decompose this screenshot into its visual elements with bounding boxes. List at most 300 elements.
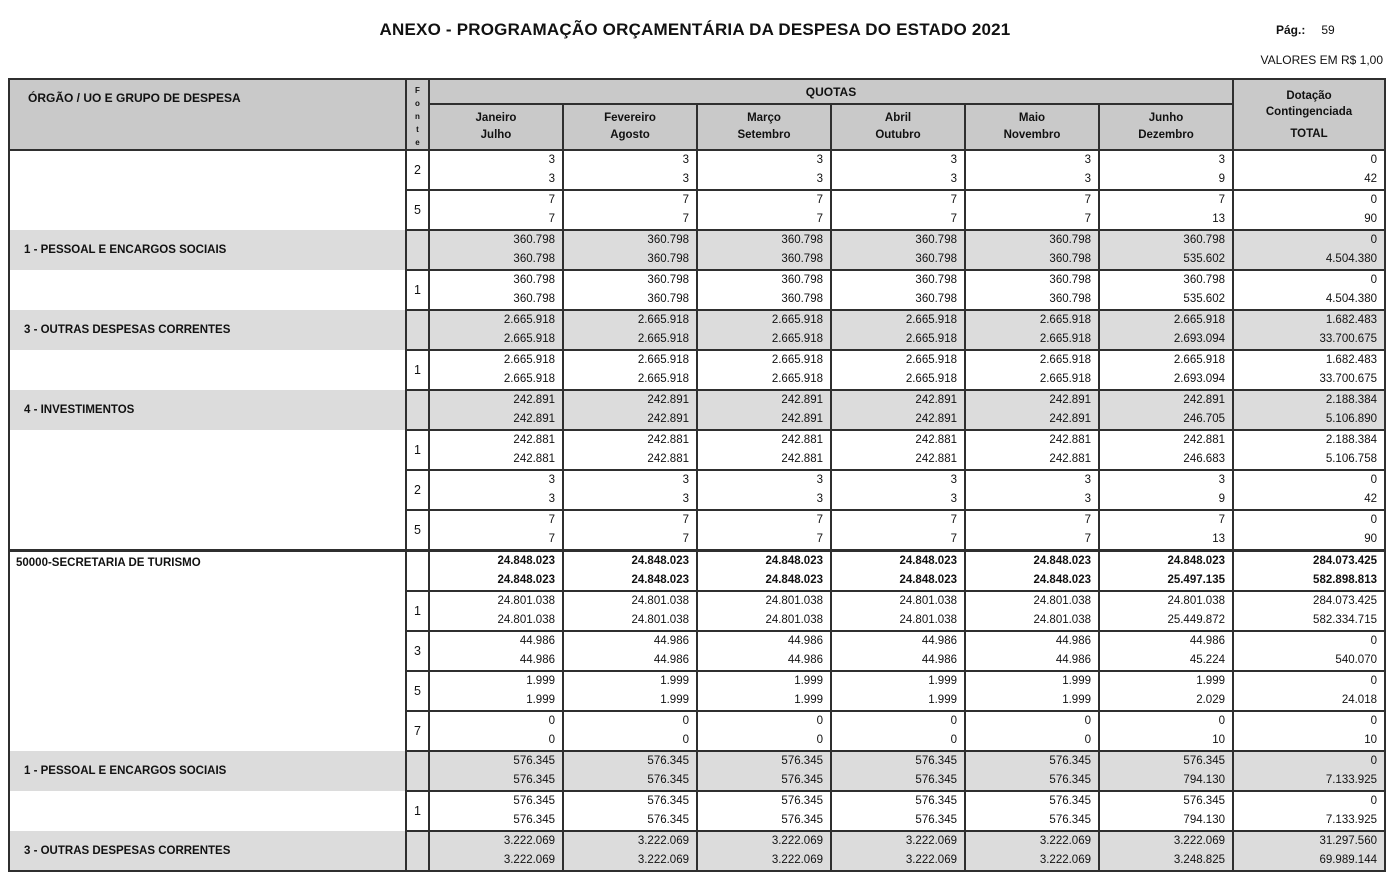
quota-value-cell [563,430,697,470]
quota-value-cell [831,230,965,270]
quota-value-cell [429,751,563,791]
value-upper: 44.986 [1055,635,1091,647]
value-upper: 0 [1370,795,1377,807]
value-lower: 535.602 [1183,253,1225,265]
table-row [9,510,1385,551]
value-lower: 7 [816,213,823,225]
fonte-header-letter: o [415,99,420,108]
value-upper: 284.073.425 [1313,595,1377,607]
quota-value-cell [1099,350,1233,390]
value-lower: 69.989.144 [1319,854,1377,866]
month-column-header [1099,104,1233,150]
value-upper: 3 [816,474,823,486]
quota-value-cell [1099,791,1233,831]
value-upper: 3.222.069 [503,835,555,847]
value-upper: 242.881 [1183,434,1225,446]
value-upper: 576.345 [647,795,689,807]
quota-value-cell [697,831,831,871]
row-label-cell [9,831,406,871]
value-upper: 24.848.023 [1033,555,1091,567]
value-lower: 24.848.023 [765,574,823,586]
value-lower: 7 [816,533,823,545]
quota-value-cell [831,510,965,551]
table-row [9,791,1385,831]
quota-value-cell [429,390,563,430]
value-upper: 7 [950,514,957,526]
value-upper: 24.848.023 [1167,555,1225,567]
value-upper: 3 [950,474,957,486]
value-lower: 2.665.918 [1039,373,1091,385]
month-header-lower: Outubro [875,129,921,142]
table-row [9,430,1385,470]
value-lower: 44.986 [921,654,957,666]
quota-value-cell [697,671,831,711]
value-lower: 33.700.675 [1319,373,1377,385]
table-row [9,150,1385,190]
value-upper: 576.345 [513,755,555,767]
value-lower: 794.130 [1183,814,1225,826]
table-row [9,230,1385,270]
value-lower: 582.334.715 [1313,614,1377,626]
fonte-column-header [406,79,429,150]
value-upper: 7 [950,194,957,206]
value-lower: 24.848.023 [899,574,957,586]
fonte-cell [406,390,429,430]
value-lower: 576.345 [647,774,689,786]
value-upper: 360.798 [647,274,689,286]
total-value-cell [1233,671,1385,711]
quota-value-cell [563,270,697,310]
value-lower: 24.848.023 [631,574,689,586]
quota-value-cell [1099,751,1233,791]
month-header-lower: Novembro [1003,129,1061,142]
table-row [9,551,1385,592]
value-lower: 2.665.918 [637,333,689,345]
quota-value-cell [563,230,697,270]
value-upper: 24.848.023 [497,555,555,567]
table-row [9,470,1385,510]
row-label-cell [9,711,406,751]
row-label-cell [9,310,406,350]
value-upper: 2.665.918 [1173,314,1225,326]
value-lower: 576.345 [647,814,689,826]
quota-value-cell [1099,711,1233,751]
quota-value-cell [697,551,831,592]
value-upper: 3 [548,474,555,486]
value-upper: 0 [950,715,957,727]
fonte-cell [406,751,429,791]
fonte-cell [406,310,429,350]
value-lower: 3.222.069 [905,854,957,866]
month-header-upper: Abril [884,112,912,125]
value-upper: 242.881 [513,434,555,446]
quota-value-cell [965,711,1099,751]
value-upper: 24.801.038 [1167,595,1225,607]
value-upper: 360.798 [915,274,957,286]
row-label-cell [9,230,406,270]
value-upper: 24.848.023 [631,555,689,567]
value-lower: 3 [548,493,555,505]
value-upper: 3.222.069 [637,835,689,847]
quota-value-cell [697,190,831,230]
value-upper: 31.297.560 [1319,835,1377,847]
value-lower: 576.345 [781,814,823,826]
value-lower: 360.798 [781,253,823,265]
value-lower: 576.345 [915,814,957,826]
value-lower: 535.602 [1183,293,1225,305]
row-label-cell [9,150,406,190]
value-upper: 0 [1370,675,1377,687]
quota-value-cell [1099,230,1233,270]
quota-value-cell [831,470,965,510]
quota-value-cell [1099,390,1233,430]
value-upper: 2.665.918 [771,354,823,366]
total-value-cell [1233,791,1385,831]
value-upper: 3 [1218,474,1225,486]
value-lower: 7 [682,213,689,225]
value-lower: 1.999 [928,694,957,706]
quota-value-cell [697,390,831,430]
row-label-cell [9,190,406,230]
fonte-cell: 1 [406,591,429,631]
total-value-cell [1233,230,1385,270]
row-label-cell [9,430,406,470]
value-lower: 0 [816,734,823,746]
quota-value-cell [965,390,1099,430]
value-upper: 44.986 [921,635,957,647]
quota-value-cell [429,551,563,592]
value-upper: 242.881 [915,434,957,446]
value-lower: 242.881 [915,453,957,465]
value-lower: 7 [950,533,957,545]
quota-value-cell [965,831,1099,871]
value-lower: 13 [1212,213,1225,225]
value-upper: 44.986 [787,635,823,647]
quota-value-cell [831,190,965,230]
total-value-cell [1233,190,1385,230]
quota-value-cell [697,350,831,390]
value-lower: 360.798 [647,253,689,265]
value-upper: 576.345 [513,795,555,807]
value-upper: 2.188.384 [1325,394,1377,406]
fonte-cell: 2 [406,470,429,510]
value-lower: 2.665.918 [503,373,555,385]
value-upper: 7 [548,194,555,206]
value-upper: 3.222.069 [905,835,957,847]
value-upper: 576.345 [781,755,823,767]
value-lower: 7 [548,533,555,545]
value-lower: 2.665.918 [905,333,957,345]
value-lower: 3.222.069 [1039,854,1091,866]
value-upper: 576.345 [781,795,823,807]
value-upper: 3.222.069 [1173,835,1225,847]
quota-value-cell [965,470,1099,510]
value-lower: 7 [548,213,555,225]
value-lower: 3 [548,173,555,185]
value-upper: 7 [816,194,823,206]
month-header-upper: Maio [1018,112,1046,125]
value-lower: 360.798 [513,253,555,265]
value-upper: 7 [1084,514,1091,526]
fonte-cell [406,831,429,871]
value-upper: 3 [1084,474,1091,486]
value-lower: 24.018 [1341,694,1377,706]
currency-note: VALORES EM R$ 1,00 [1260,53,1383,67]
quota-value-cell [697,310,831,350]
value-lower: 576.345 [513,774,555,786]
value-lower: 33.700.675 [1319,333,1377,345]
value-lower: 10 [1212,734,1225,746]
total-header-line1: Dotação [1286,89,1332,102]
value-lower: 576.345 [1049,774,1091,786]
value-lower: 3 [682,173,689,185]
value-upper: 360.798 [1049,274,1091,286]
value-lower: 24.848.023 [497,574,555,586]
expense-group-label: 1 - PESSOAL E ENCARGOS SOCIAIS [24,765,227,777]
quota-value-cell [429,190,563,230]
value-lower: 3.248.825 [1173,854,1225,866]
quota-value-cell [563,591,697,631]
value-lower: 2.665.918 [905,373,957,385]
fonte-cell: 2 [406,150,429,190]
quota-value-cell [1099,470,1233,510]
value-upper: 7 [1218,194,1225,206]
quota-value-cell [697,430,831,470]
total-value-cell [1233,470,1385,510]
value-lower: 90 [1364,213,1377,225]
value-upper: 2.665.918 [1039,314,1091,326]
value-lower: 44.986 [653,654,689,666]
value-upper: 1.999 [526,675,555,687]
quota-value-cell [831,831,965,871]
quota-value-cell [697,751,831,791]
table-row [9,350,1385,390]
value-lower: 1.999 [1062,694,1091,706]
month-column-header [563,104,697,150]
value-lower: 360.798 [781,293,823,305]
quota-value-cell [697,470,831,510]
quota-value-cell [1099,310,1233,350]
value-upper: 360.798 [513,274,555,286]
quota-value-cell [831,591,965,631]
value-upper: 3 [682,154,689,166]
value-upper: 7 [1084,194,1091,206]
value-lower: 242.891 [647,413,689,425]
value-lower: 24.801.038 [1033,614,1091,626]
value-upper: 242.891 [1183,394,1225,406]
value-upper: 0 [1370,274,1377,286]
value-lower: 1.999 [660,694,689,706]
quota-value-cell [831,350,965,390]
quota-value-cell [831,390,965,430]
value-upper: 3.222.069 [1039,835,1091,847]
quota-value-cell [697,150,831,190]
value-upper: 3 [1218,154,1225,166]
value-lower: 2.029 [1196,694,1225,706]
quota-value-cell [429,230,563,270]
value-upper: 1.999 [794,675,823,687]
quota-value-cell [697,631,831,671]
value-upper: 360.798 [915,234,957,246]
quota-value-cell [563,751,697,791]
total-value-cell [1233,270,1385,310]
value-lower: 242.881 [647,453,689,465]
month-header-upper: Junho [1148,112,1184,125]
month-column-header [697,104,831,150]
value-upper: 360.798 [781,274,823,286]
value-upper: 2.665.918 [637,314,689,326]
value-lower: 3 [816,173,823,185]
row-label-cell [9,350,406,390]
value-upper: 360.798 [1183,234,1225,246]
value-upper: 360.798 [1049,234,1091,246]
total-value-cell [1233,591,1385,631]
quota-value-cell [697,711,831,751]
value-upper: 242.891 [781,394,823,406]
quota-value-cell [429,430,563,470]
page-title: ANEXO - PROGRAMAÇÃO ORÇAMENTÁRIA DA DESPESA DO ESTADO 2021 [379,20,1011,39]
value-lower: 25.449.872 [1167,614,1225,626]
value-upper: 242.891 [915,394,957,406]
value-lower: 794.130 [1183,774,1225,786]
quota-value-cell [429,831,563,871]
value-lower: 9 [1218,493,1225,505]
value-upper: 44.986 [1189,635,1225,647]
quota-value-cell [965,230,1099,270]
value-upper: 0 [1084,715,1091,727]
total-value-cell [1233,310,1385,350]
quota-value-cell [429,310,563,350]
total-value-cell [1233,751,1385,791]
value-upper: 0 [1218,715,1225,727]
quota-value-cell [429,631,563,671]
value-upper: 2.188.384 [1325,434,1377,446]
page-number-value: 59 [1321,23,1335,37]
total-value-cell [1233,430,1385,470]
value-lower: 582.898.813 [1313,574,1377,586]
row-label-cell [9,791,406,831]
quota-value-cell [831,751,965,791]
value-lower: 2.665.918 [771,333,823,345]
quota-value-cell [563,470,697,510]
quota-value-cell [1099,551,1233,592]
quota-value-cell [1099,510,1233,551]
total-value-cell [1233,150,1385,190]
value-lower: 5.106.890 [1325,413,1377,425]
quota-value-cell [831,551,965,592]
quota-value-cell [965,671,1099,711]
value-upper: 2.665.918 [905,314,957,326]
value-upper: 576.345 [1049,795,1091,807]
value-upper: 7 [1218,514,1225,526]
value-upper: 0 [1370,154,1377,166]
value-lower: 90 [1364,533,1377,545]
quota-value-cell [1099,671,1233,711]
month-header-upper: Março [747,112,781,125]
value-upper: 44.986 [653,635,689,647]
total-value-cell [1233,831,1385,871]
value-lower: 576.345 [781,774,823,786]
fonte-cell: 5 [406,671,429,711]
quota-value-cell [429,791,563,831]
table-row [9,310,1385,350]
value-upper: 2.665.918 [1173,354,1225,366]
value-upper: 576.345 [647,755,689,767]
fonte-cell: 7 [406,711,429,751]
total-value-cell [1233,390,1385,430]
value-upper: 284.073.425 [1313,555,1377,567]
quota-value-cell [965,510,1099,551]
value-lower: 0 [682,734,689,746]
quota-value-cell [965,150,1099,190]
value-lower: 0 [950,734,957,746]
quota-value-cell [965,591,1099,631]
value-upper: 0 [1370,194,1377,206]
value-lower: 3.222.069 [771,854,823,866]
value-lower: 24.801.038 [497,614,555,626]
month-header-lower: Julho [480,129,512,142]
value-upper: 360.798 [781,234,823,246]
quota-value-cell [429,510,563,551]
total-value-cell [1233,631,1385,671]
expense-group-label: 3 - OUTRAS DESPESAS CORRENTES [24,844,231,857]
quota-value-cell [1099,270,1233,310]
value-lower: 42 [1364,493,1377,505]
fonte-cell: 1 [406,270,429,310]
row-label-cell [9,591,406,631]
quota-value-cell [831,310,965,350]
value-upper: 0 [1370,514,1377,526]
table-row [9,711,1385,751]
quota-value-cell [831,150,965,190]
value-lower: 242.881 [1049,453,1091,465]
row-label-cell [9,390,406,430]
table-row [9,270,1385,310]
quota-value-cell [831,270,965,310]
value-lower: 2.665.918 [637,373,689,385]
month-column-header [831,104,965,150]
value-lower: 7.133.925 [1325,774,1377,786]
quota-value-cell [831,631,965,671]
value-lower: 1.999 [794,694,823,706]
fonte-header-letter: n [415,112,420,121]
value-lower: 7 [950,213,957,225]
value-upper: 24.801.038 [497,595,555,607]
total-value-cell [1233,551,1385,592]
quota-value-cell [965,751,1099,791]
value-upper: 576.345 [1183,795,1225,807]
month-column-header [429,104,563,150]
quota-value-cell [1099,150,1233,190]
value-lower: 24.801.038 [631,614,689,626]
quota-value-cell [965,270,1099,310]
fonte-header-letter: t [416,125,419,134]
month-column-header [965,104,1099,150]
quota-value-cell [563,190,697,230]
value-upper: 3.222.069 [771,835,823,847]
quota-value-cell [563,551,697,592]
fonte-cell: 5 [406,510,429,551]
row-label-cell [9,270,406,310]
row-label-cell [9,510,406,551]
value-lower: 25.497.135 [1167,574,1225,586]
quota-value-cell [1099,631,1233,671]
value-lower: 360.798 [647,293,689,305]
row-label-cell [9,751,406,791]
value-lower: 242.891 [781,413,823,425]
quota-value-cell [1099,190,1233,230]
value-upper: 576.345 [1183,755,1225,767]
